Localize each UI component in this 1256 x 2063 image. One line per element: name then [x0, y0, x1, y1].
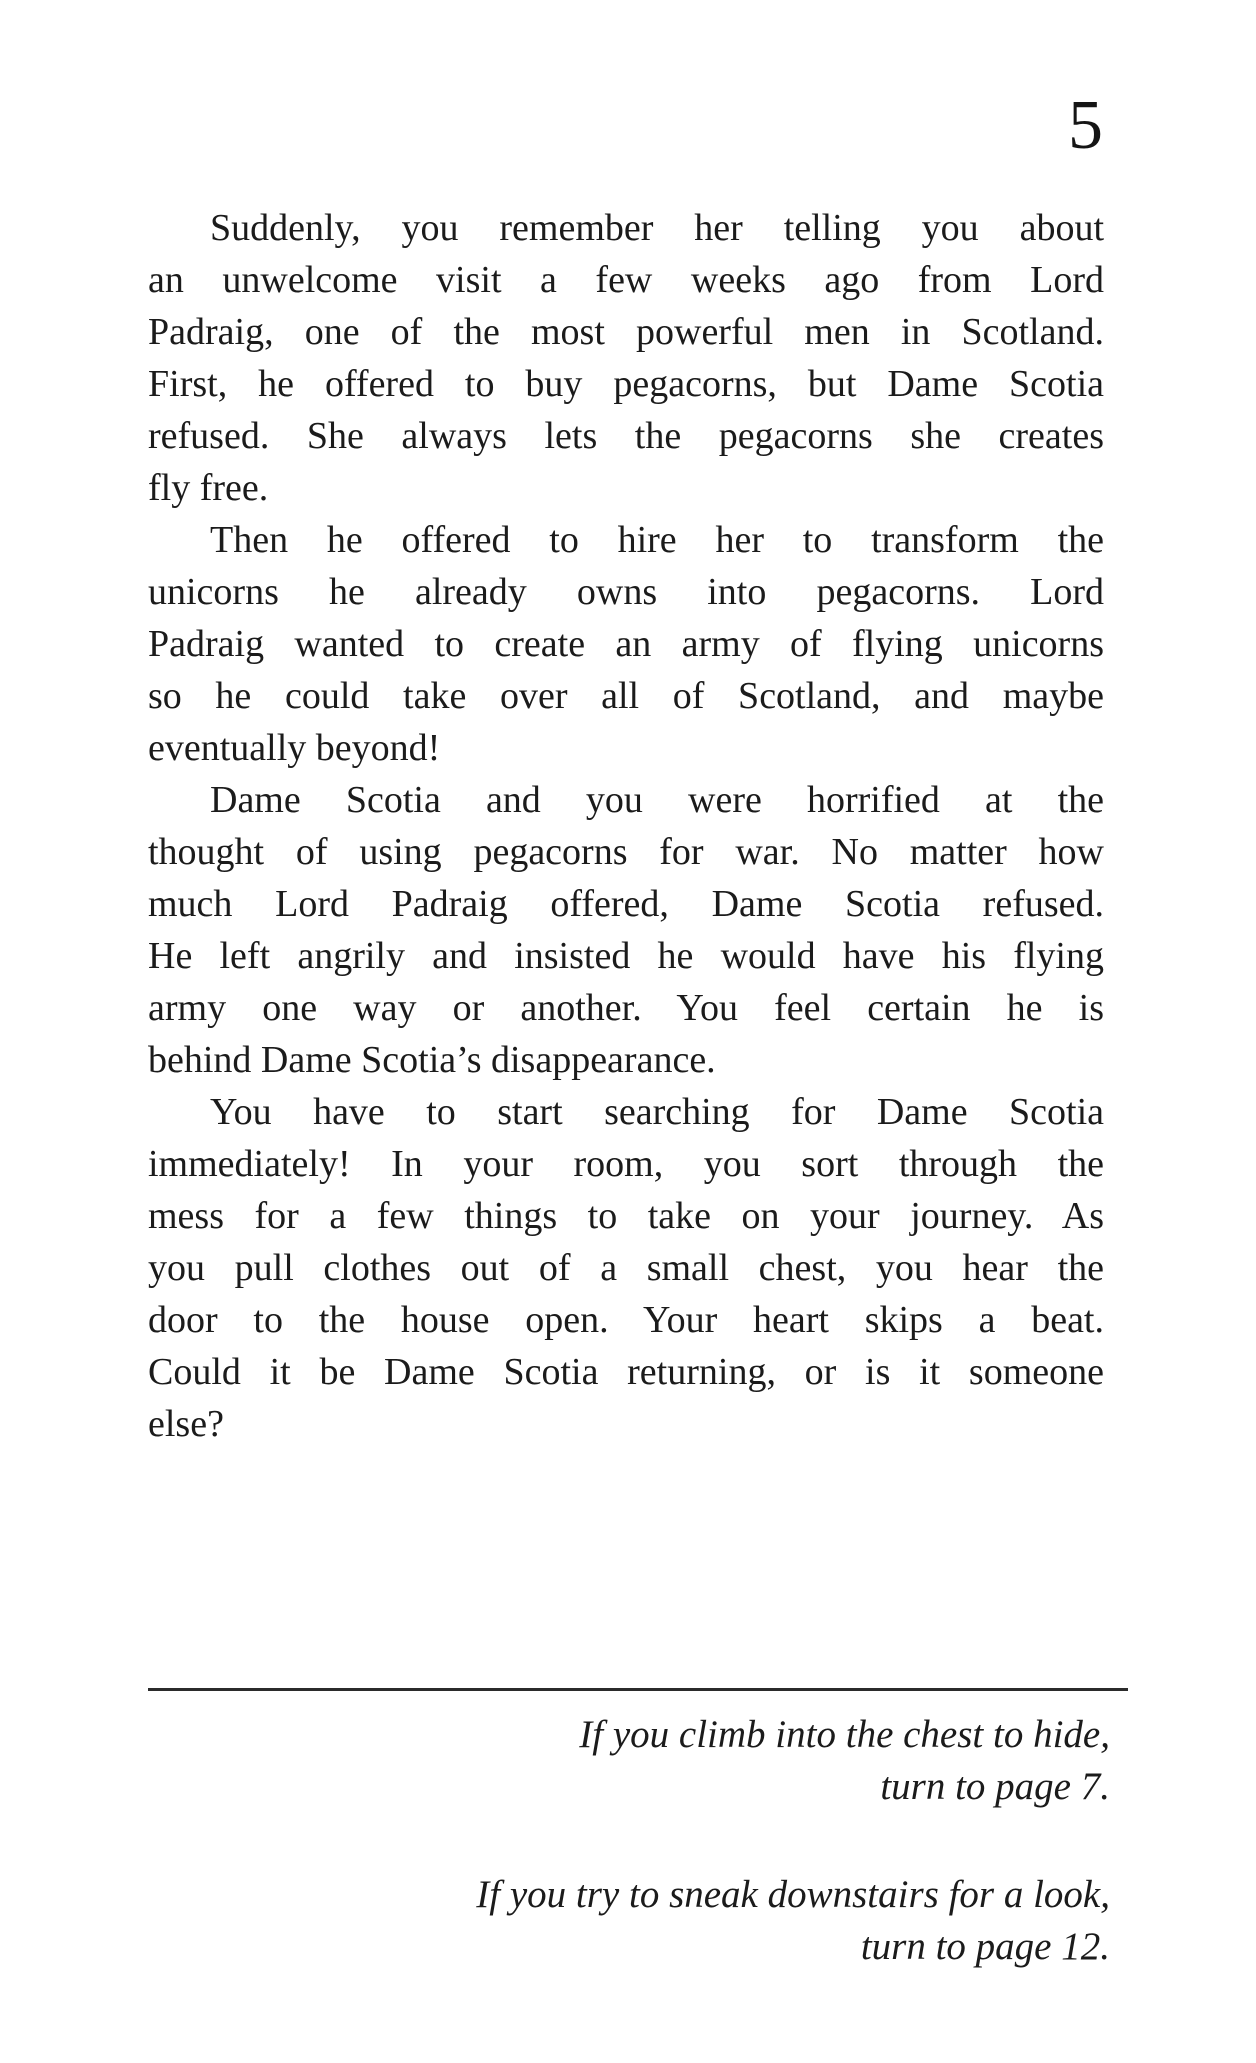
- choice-line: If you try to sneak downstairs for a look,: [476, 1873, 1110, 1916]
- story-line: You have to start searching for Dame Scotia: [210, 1091, 1104, 1133]
- story-line: Then he offered to hire her to transform the: [210, 519, 1104, 561]
- story-line: door to the house open. Your heart skips a beat.: [148, 1299, 1104, 1341]
- choice: [148, 1709, 1110, 1813]
- choices-section: [148, 1709, 1110, 1973]
- choices-divider: [148, 1688, 1128, 1691]
- story-line: Dame Scotia and you were horrified at the: [210, 779, 1104, 821]
- story-line: behind Dame Scotia’s disappearance.: [148, 1039, 716, 1081]
- story-line: Padraig wanted to create an army of flying unicorns: [148, 623, 1104, 665]
- choice-line: If you climb into the chest to hide,: [579, 1713, 1110, 1756]
- story-line: eventually beyond!: [148, 727, 441, 769]
- story-line: Suddenly, you remember her telling you about: [210, 207, 1104, 249]
- story-line: else?: [148, 1403, 224, 1445]
- story-line: fly free.: [148, 467, 269, 509]
- story-line: an unwelcome visit a few weeks ago from Lord: [148, 259, 1104, 301]
- story-paragraph: [148, 1086, 1104, 1450]
- story-line: He left angrily and insisted he would have his flying: [148, 935, 1104, 977]
- story-line: Could it be Dame Scotia returning, or is it someone: [148, 1351, 1104, 1393]
- story-line: you pull clothes out of a small chest, you hear the: [148, 1247, 1104, 1289]
- story-line: mess for a few things to take on your journey. As: [148, 1195, 1104, 1237]
- choice: [148, 1869, 1110, 1973]
- choice-line: turn to page 12.: [860, 1925, 1110, 1968]
- story-line: so he could take over all of Scotland, and maybe: [148, 675, 1104, 717]
- story-line: much Lord Padraig offered, Dame Scotia refused.: [148, 883, 1104, 925]
- page-number: 5: [1068, 87, 1103, 164]
- story-line: First, he offered to buy pegacorns, but Dame Scotia: [148, 363, 1104, 405]
- story-text: [148, 202, 1104, 1450]
- story-line: thought of using pegacorns for war. No matter how: [148, 831, 1104, 873]
- story-line: army one way or another. You feel certain he is: [148, 987, 1104, 1029]
- story-line: immediately! In your room, you sort through the: [148, 1143, 1104, 1185]
- story-paragraph: [148, 774, 1104, 1086]
- story-line: Padraig, one of the most powerful men in Scotland.: [148, 311, 1104, 353]
- story-paragraph: [148, 202, 1104, 514]
- story-paragraph: [148, 514, 1104, 774]
- choice-line: turn to page 7.: [880, 1765, 1110, 1808]
- story-line: refused. She always lets the pegacorns she creates: [148, 415, 1104, 457]
- story-line: unicorns he already owns into pegacorns. Lord: [148, 571, 1104, 613]
